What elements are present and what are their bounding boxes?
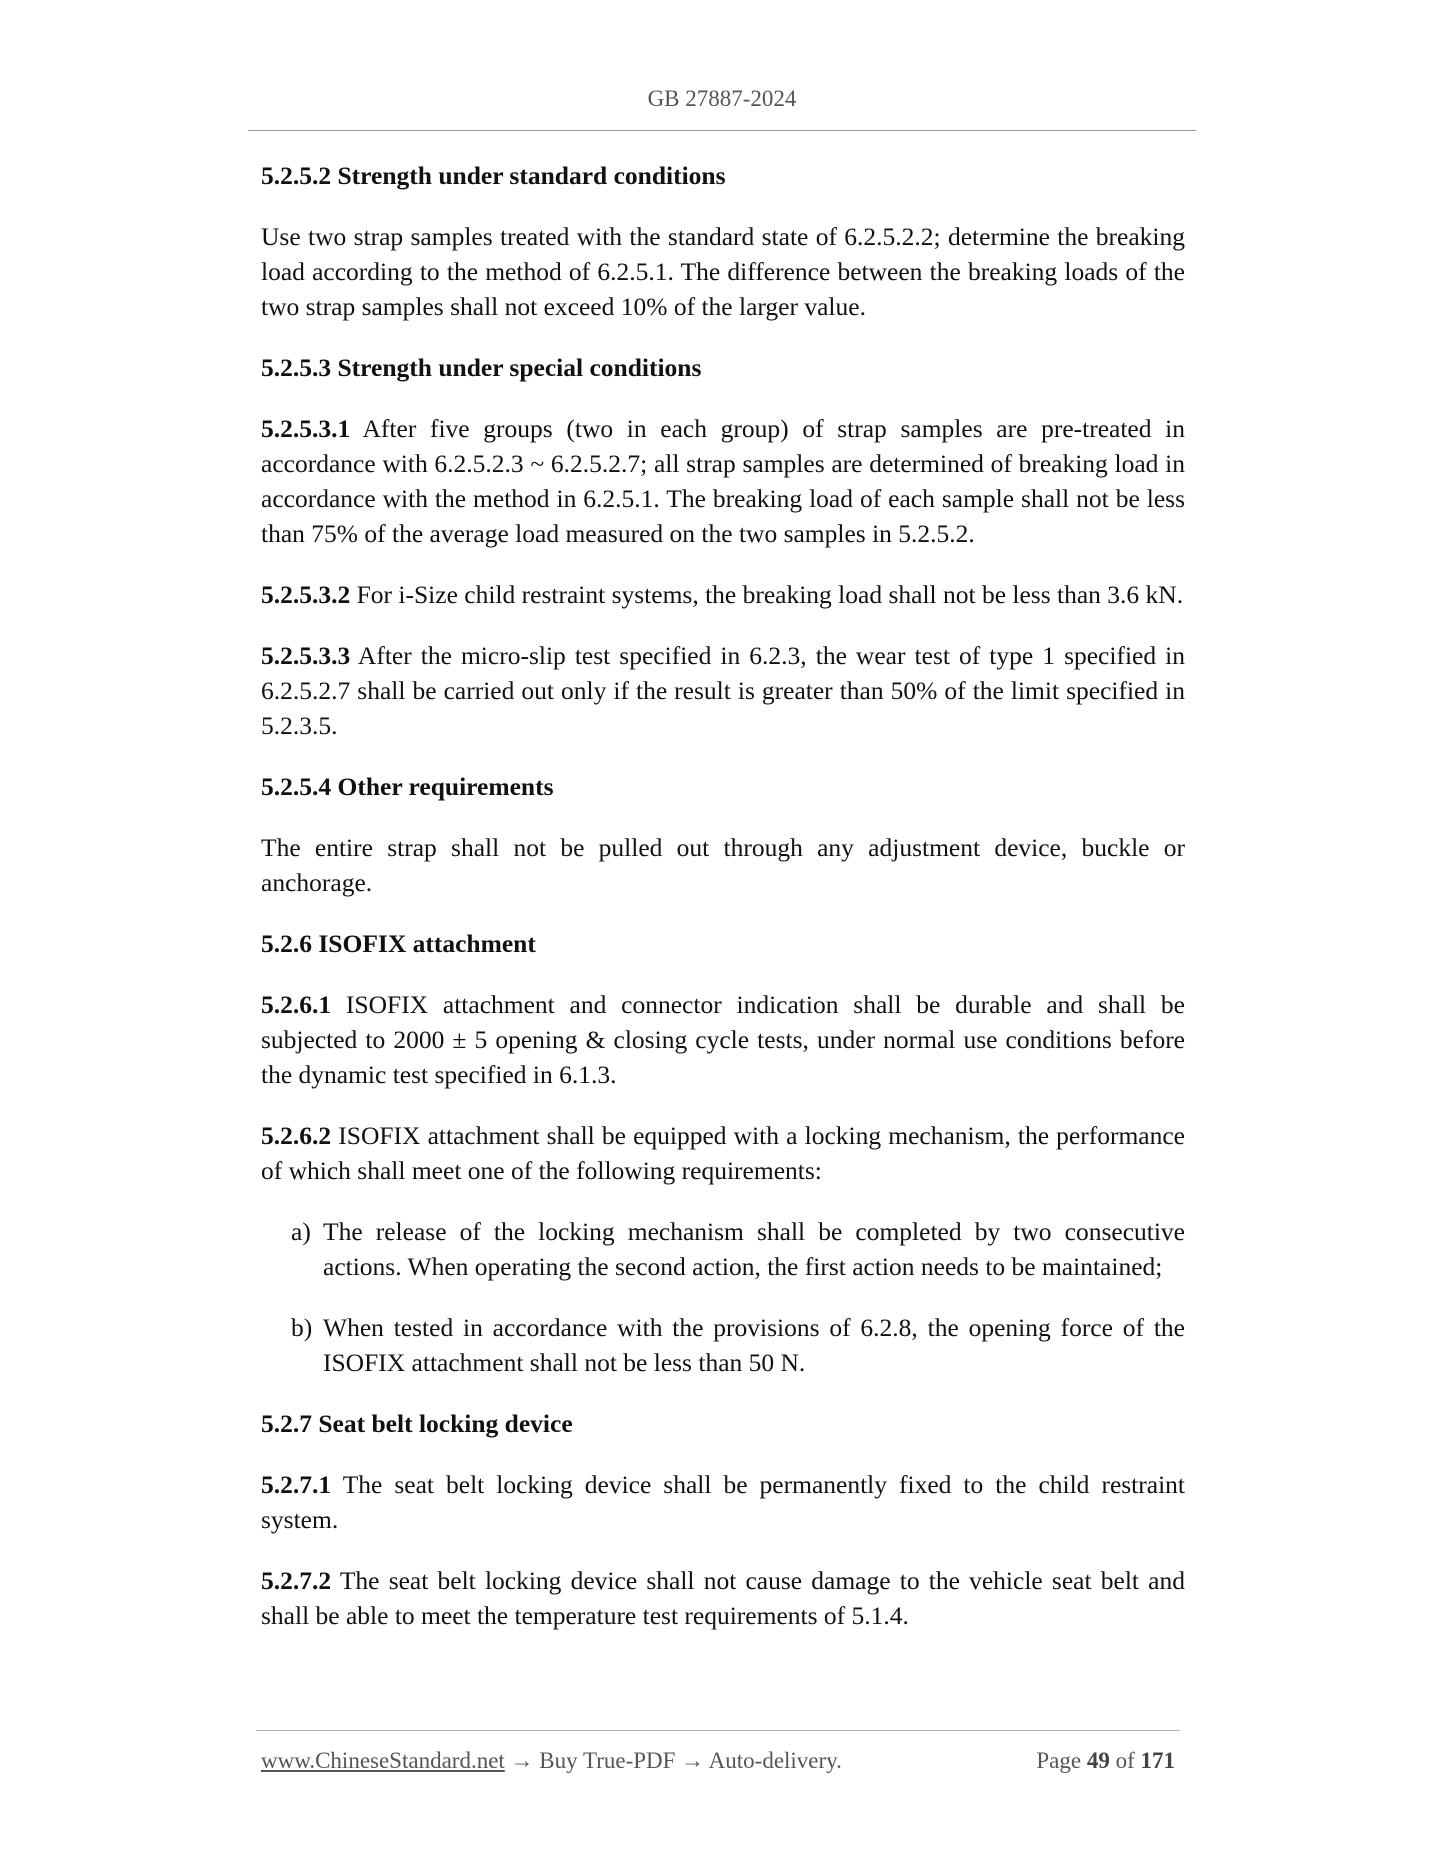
header-divider: [248, 130, 1196, 131]
clause-number: 5.2.5.3.3: [261, 641, 351, 670]
page-indicator: [1036, 1748, 1175, 1774]
clause-text: The seat belt locking device shall be permanently fixed to the child restraint system.: [261, 1470, 1185, 1534]
list-item-a: [291, 1214, 1185, 1284]
list-item-text: The release of the locking mechanism shall be completed by two consecutive actions. When operating the second action, the first action needs to be maintained;: [323, 1217, 1185, 1281]
heading-5-2-5-3: 5.2.5.3 Strength under special conditions: [261, 353, 702, 382]
page-header: GB 27887-2024: [647, 86, 797, 111]
list-item-b: [291, 1310, 1185, 1380]
promo-text: → Buy True-PDF → Auto-delivery.: [510, 1748, 842, 1773]
clause-text: After the micro-slip test specified in 6.2.3, the wear test of type 1 specified in 6.2.5.2.7 shall be carried out only if the result is greater than 50% of the limit specified in 5.2.3.5.: [261, 641, 1185, 740]
clause-number: 5.2.7.2: [261, 1566, 332, 1595]
heading-5-2-6: 5.2.6 ISOFIX attachment: [261, 929, 536, 958]
clause-number: 5.2.6.1: [261, 990, 332, 1019]
clause-number: 5.2.6.2: [261, 1121, 332, 1150]
clause-5-2-7-2: [261, 1563, 1185, 1633]
paragraph-5-2-5-4: The entire strap shall not be pulled out through any adjustment device, buckle or anchorage.: [261, 833, 1185, 897]
footer-divider: [256, 1730, 1180, 1731]
clause-number: 5.2.5.3.1: [261, 414, 351, 443]
of-label: of: [1115, 1748, 1135, 1773]
list-item-text: When tested in accordance with the provisions of 6.2.8, the opening force of the ISOFIX attachment shall not be less than 50 N.: [323, 1313, 1185, 1377]
list-marker: b): [291, 1313, 313, 1342]
footer-left: [261, 1748, 842, 1774]
clause-5-2-5-3-2: [261, 577, 1185, 612]
clause-text: The seat belt locking device shall not cause damage to the vehicle seat belt and shall be able to meet the temperature test requirements of 5.1.4.: [261, 1566, 1185, 1630]
heading-5-2-7: 5.2.7 Seat belt locking device: [261, 1409, 573, 1438]
clause-5-2-6-2: [261, 1118, 1185, 1188]
clause-5-2-5-3-3: [261, 638, 1185, 743]
heading-5-2-5-2: 5.2.5.2 Strength under standard conditions: [261, 161, 726, 190]
total-pages: 171: [1140, 1748, 1175, 1773]
clause-text: ISOFIX attachment shall be equipped with a locking mechanism, the performance of which shall meet one of the following requirements:: [261, 1121, 1186, 1185]
website-link[interactable]: www.ChineseStandard.net: [261, 1748, 505, 1773]
page-footer: [261, 1748, 1175, 1774]
paragraph-5-2-5-2: Use two strap samples treated with the standard state of 6.2.5.2.2; determine the breaking load according to the method of 6.2.5.1. The difference between the breaking loads of the two strap samples shall not exceed 10% of the larger value.: [261, 222, 1185, 321]
clause-5-2-5-3-1: [261, 411, 1185, 551]
clause-text: For i-Size child restraint systems, the breaking load shall not be less than 3.6 kN.: [356, 580, 1184, 609]
clause-number: 5.2.5.3.2: [261, 580, 351, 609]
clause-5-2-7-1: [261, 1467, 1185, 1537]
clause-5-2-6-1: [261, 987, 1185, 1092]
list-marker: a): [291, 1217, 311, 1246]
clause-text: ISOFIX attachment and connector indication shall be durable and shall be subjected to 2000 ± 5 opening & closing cycle tests, under normal use conditions before the dynamic test specified in 6.1.3.: [261, 990, 1185, 1089]
page-number: 49: [1086, 1748, 1110, 1773]
page-body: [261, 158, 1185, 1659]
page-label: Page: [1036, 1748, 1082, 1773]
clause-text: After five groups (two in each group) of strap samples are pre-treated in accordance with 6.2.5.2.3 ~ 6.2.5.2.7; all strap samples are determined of breaking load in accordance with the method in 6.2.5.1. The breaking load of each sample shall not be less than 75% of the average load measured on the two samples in 5.2.5.2.: [261, 414, 1186, 548]
clause-number: 5.2.7.1: [261, 1470, 332, 1499]
heading-5-2-5-4: 5.2.5.4 Other requirements: [261, 772, 554, 801]
